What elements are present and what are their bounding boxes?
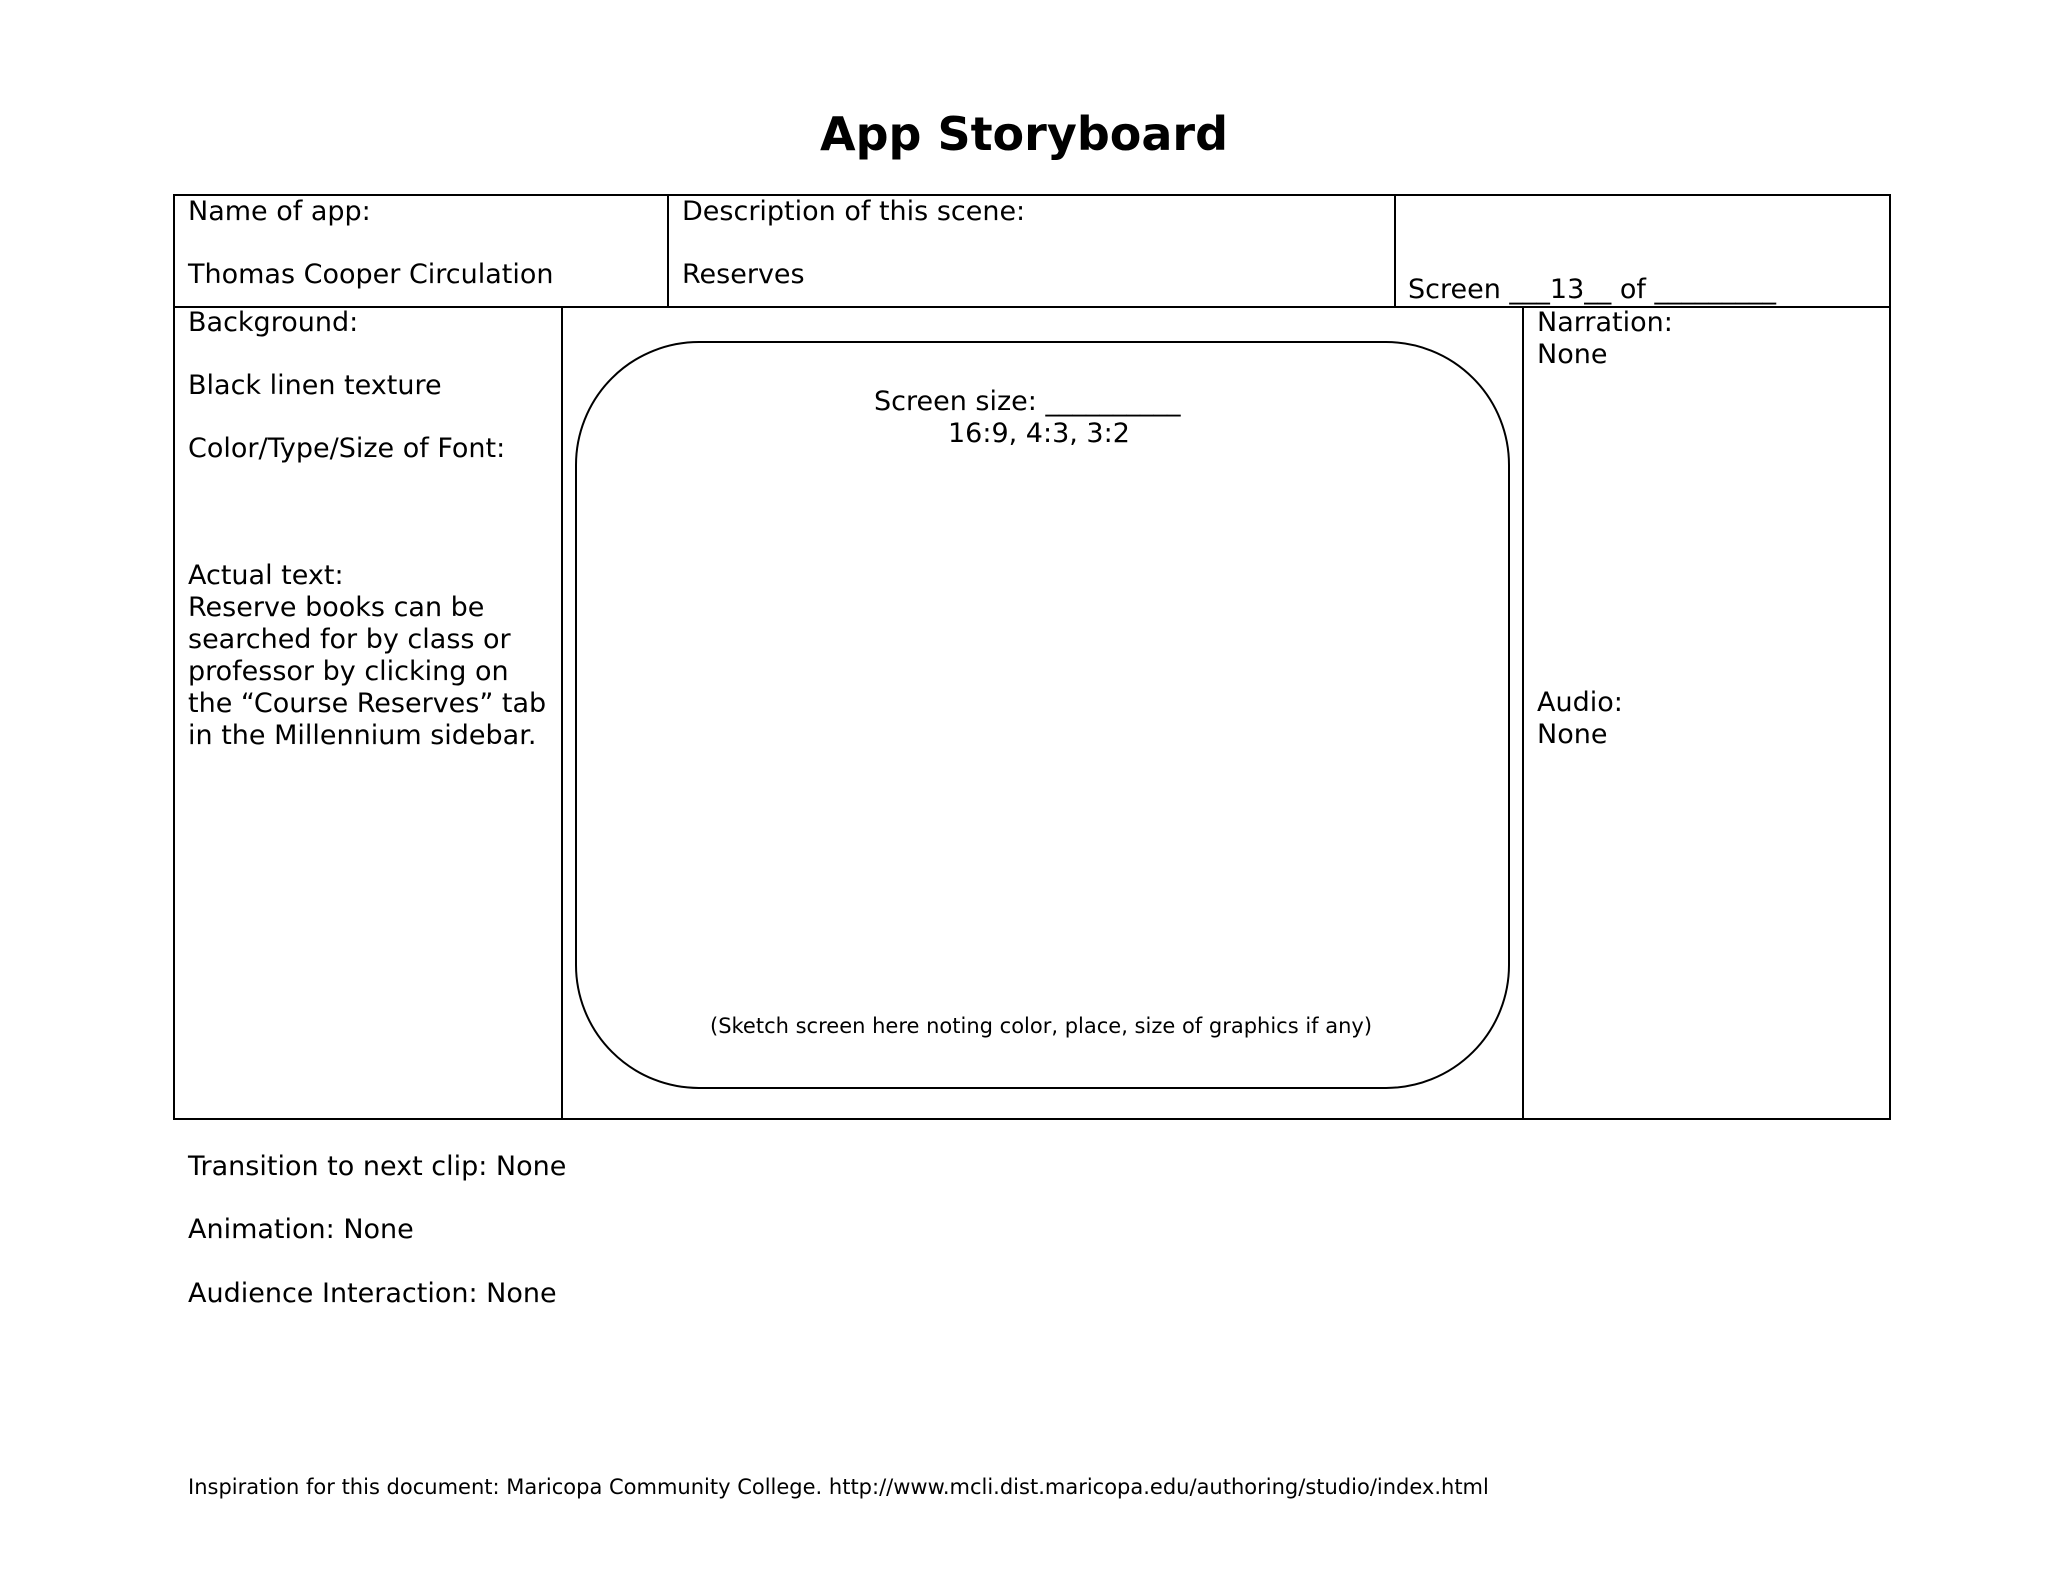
body-divider-left [561,306,563,1119]
screen-size-label: Screen size: __________ [874,386,1181,417]
audio-label: Audio: [1537,687,1623,718]
animation-note: Animation: None [188,1214,414,1245]
narration-label: Narration: [1537,307,1673,338]
table-left-border [173,194,175,1120]
body-divider-right [1522,306,1524,1119]
transition-note: Transition to next clip: None [188,1151,567,1182]
inspiration-credit: Inspiration for this document: Maricopa Community College. http://www.mcli.dist.maricopa.edu/authoring/studio/index.html [188,1475,1489,1499]
header-divider-1 [667,194,669,307]
header-divider-2 [1394,194,1396,307]
actual-text-line: professor by clicking on [188,656,509,687]
table-bottom-border [173,1118,1891,1120]
narration-value: None [1537,339,1608,370]
background-label: Background: [188,307,359,338]
sketch-area [575,341,1510,1089]
scene-description-value: Reserves [682,259,805,290]
actual-text-line: searched for by class or [188,624,511,655]
table-top-border [173,194,1891,196]
table-right-border [1889,194,1891,1120]
actual-text-line: the “Course Reserves” tab [188,688,547,719]
app-name-value: Thomas Cooper Circulation [188,259,554,290]
app-name-label: Name of app: [188,196,371,227]
sketch-hint: (Sketch screen here noting color, place, size of graphics if any) [710,1014,1373,1038]
screen-counter: Screen ___13__ of _________ [1408,274,1776,305]
font-label: Color/Type/Size of Font: [188,433,506,464]
actual-text-label: Actual text: [188,560,344,591]
audio-value: None [1537,719,1608,750]
audience-interaction-note: Audience Interaction: None [188,1278,557,1309]
actual-text-line: in the Millennium sidebar. [188,720,537,751]
actual-text-line: Reserve books can be [188,592,485,623]
screen-size-options: 16:9, 4:3, 3:2 [948,418,1130,449]
background-value: Black linen texture [188,370,442,401]
scene-description-label: Description of this scene: [682,196,1026,227]
page-title: App Storyboard [819,107,1229,161]
